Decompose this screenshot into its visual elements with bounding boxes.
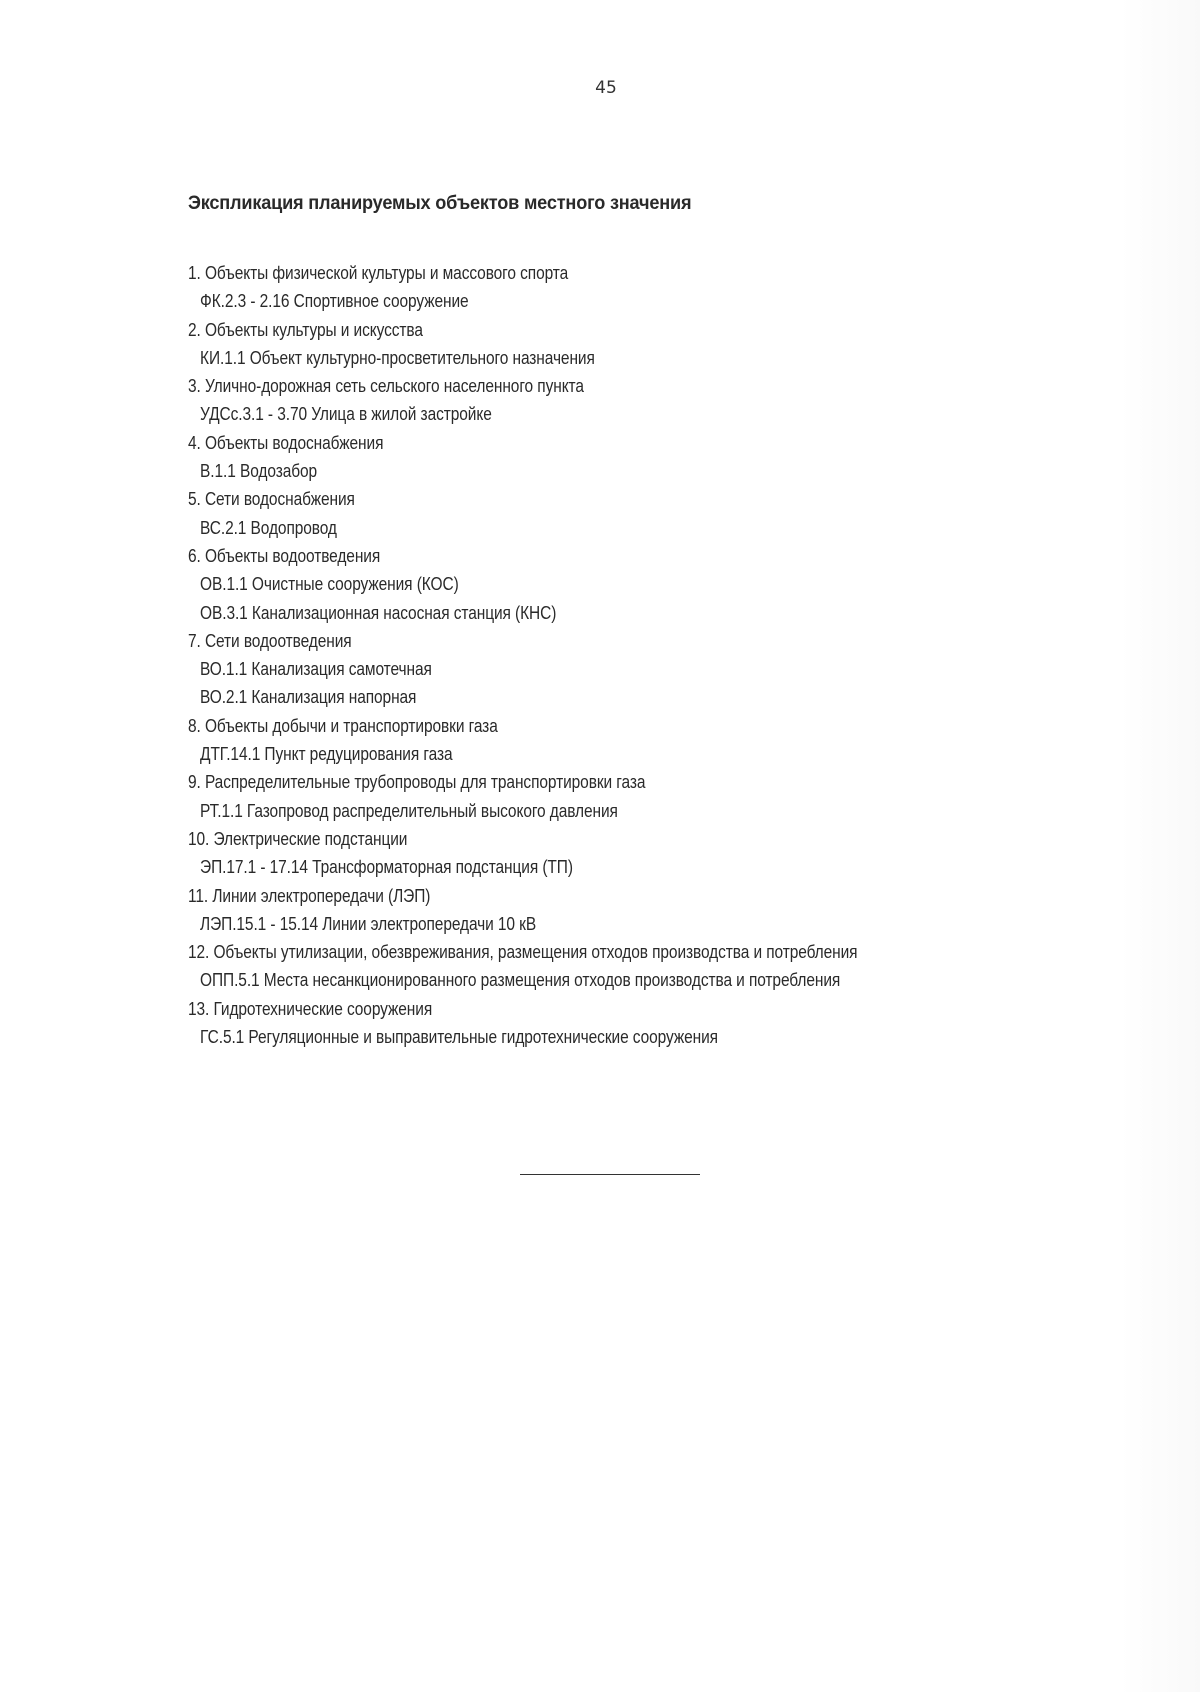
section-heading: 7. Сети водоотведения: [188, 630, 352, 651]
section-item: ГС.5.1 Регуляционные и выправительные гидротехнические сооружения: [200, 1027, 718, 1048]
section-heading: 11. Линии электропередачи (ЛЭП): [188, 885, 431, 906]
section-heading: 1. Объекты физической культуры и массового спорта: [188, 263, 569, 283]
section-item: ВС.2.1 Водопровод: [200, 517, 337, 538]
section-heading: 12. Объекты утилизации, обезвреживания, размещения отходов производства и потребления: [188, 942, 858, 963]
closing-separator-line: [520, 1174, 700, 1175]
section-heading: 2. Объекты культуры и искусства: [188, 319, 423, 340]
page-number: 45: [595, 78, 617, 98]
section-heading: 3. Улично-дорожная сеть сельского населенного пункта: [188, 376, 584, 397]
section-item: ЭП.17.1 - 17.14 Трансформаторная подстанция (ТП): [200, 857, 573, 878]
section-11: [188, 882, 1148, 939]
section-heading: 5. Сети водоснабжения: [188, 489, 355, 510]
section-heading: 13. Гидротехнические сооружения: [188, 998, 433, 1019]
section-heading: 10. Электрические подстанции: [188, 828, 408, 849]
section-item: ФК.2.3 - 2.16 Спортивное сооружение: [200, 291, 469, 312]
section-4: [188, 429, 1148, 486]
section-heading: 4. Объекты водоснабжения: [188, 432, 384, 453]
section-item: ВО.1.1 Канализация самотечная: [200, 659, 432, 680]
section-item: РТ.1.1 Газопровод распределительный высокого давления: [200, 800, 618, 821]
section-1: [188, 259, 1148, 316]
document-body: [188, 192, 1148, 1051]
section-3: [188, 372, 1148, 429]
section-heading: 6. Объекты водоотведения: [188, 545, 381, 566]
explication-list: [188, 259, 1148, 1051]
section-6: [188, 542, 1148, 627]
section-heading: 9. Распределительные трубопроводы для транспортировки газа: [188, 772, 646, 793]
section-5: [188, 485, 1148, 542]
section-2: [188, 316, 1148, 373]
section-item: ОВ.3.1 Канализационная насосная станция (КНС): [200, 602, 557, 623]
section-item: УДСс.3.1 - 3.70 Улица в жилой застройке: [200, 404, 492, 425]
section-13: [188, 995, 1148, 1052]
section-item: ЛЭП.15.1 - 15.14 Линии электропередачи 10 кВ: [200, 913, 537, 934]
section-item: ДТГ.14.1 Пункт редуцирования газа: [200, 744, 453, 765]
section-item: КИ.1.1 Объект культурно-просветительного назначения: [200, 347, 595, 368]
section-12: [188, 938, 1148, 995]
section-heading: 8. Объекты добычи и транспортировки газа: [188, 715, 498, 736]
section-9: [188, 768, 1148, 825]
section-8: [188, 712, 1148, 769]
section-item: ОВ.1.1 Очистные сооружения (КОС): [200, 574, 459, 595]
section-7: [188, 627, 1148, 712]
section-item: ВО.2.1 Канализация напорная: [200, 687, 417, 708]
section-item: ОПП.5.1 Места несанкционированного размещения отходов производства и потребления: [200, 970, 841, 991]
section-item: В.1.1 Водозабор: [200, 461, 318, 482]
section-10: [188, 825, 1148, 882]
document-title: Экспликация планируемых объектов местного значения: [188, 192, 692, 214]
